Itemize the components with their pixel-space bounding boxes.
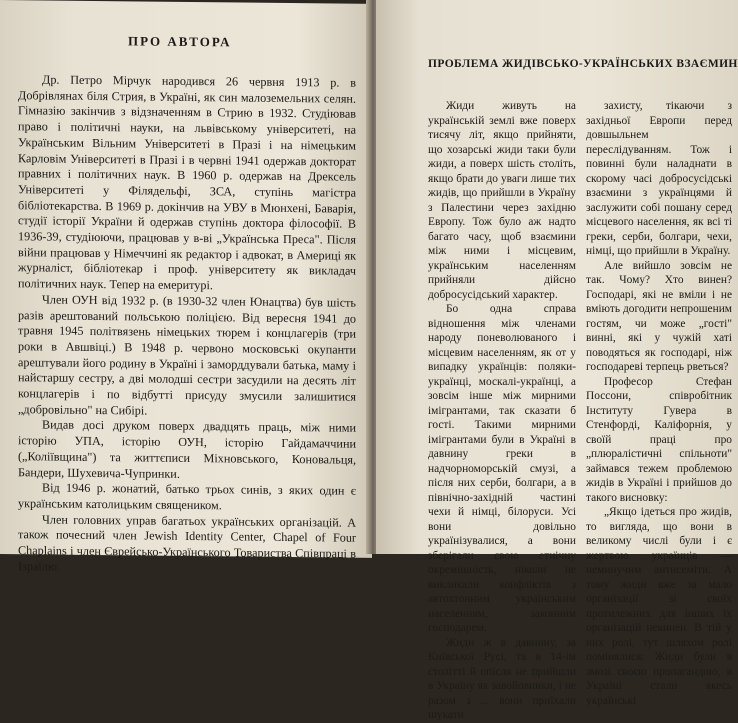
paragraph: Др. Петро Мірчук народився 26 червня 1913 р. в Добрівлянах біля Стрия, в Україні, як син малоземельних селян. Гімназію закінчив з відзначенням в Стрию в 1932. Студіював право і політичні науки, на львівському університеті, на Українським Вільним Університеті в Празі і на німецьким Карловім Університеті в Празі і в червні 1941 одержав докторат правних і політичних наук. В 1960 р. одержав на Дрексель Університеті у Філядельфі, ЗСА, ступінь магістра бібліотекарства. В 1969 р. докінчив на УВУ в Мюнхені, Баварія, студії історії України й одержав ступінь доктора філософії. В 1936-39, студіюючи, працював у в-ві „Українська Преса". Після війни працював у Німеччині як редактор і адвокат, в Америці як журналіст, бібліотекар і проф. університету як викладач політичних наук. Тепер на емеритурі. xyxy=(18,72,356,293)
paragraph: Професор Стефан Поссони, співробітник Інституту Гувера в Стенфорді, Каліфорнія, у своїй праці про „плюралістичні спільноти" займався тежем проблемою жидів в Україні і прийшов до такого висновку: xyxy=(586,375,732,504)
paragraph: Член головних управ багатьох українських організацій. А також почесний член Jewish Identity Center, Chapel of Four Chaplains і член Єврейсько-Українського Товариства Співпраці в Ізраїлю. xyxy=(18,512,356,574)
paragraph: „Якщо ідеться про жидів, то вигляда, що вони в великому числі були і є жертвою українців — неминучим антисеміти. А тому жиди вже за мало організації зі своїх протилежних для інших їх організацій невинен. В тій у них ролі, тут шляхом ролі помінялися: Жиди були в змозі своєю пропагандою, в Україні стали якесь українські xyxy=(586,506,732,707)
paragraph: Видав досі друком поверх двадцять праць, між ними історію УПА, історію ОУН, історію Гайдамаччини („Коліївщина") та життєписи Міхновського, Коновальця, Бандери, Шухевича-Чупринки. xyxy=(18,417,356,481)
paragraph: захисту, тікаючи з західньої Европи перед довшыльнем переслідуванням. Тож і повинні були наладнати в скорому часі добросусідські взаємини з українцями й заслужити собі пошану серед місцевого населення, як всі ті греки, серби, болгари, чехи, німці, що прийшли в Україну. xyxy=(586,100,732,257)
right-page xyxy=(376,0,738,721)
left-page-body xyxy=(18,72,356,578)
paragraph: Жиди живуть на українській землі вже поверх тисячу літ, якщо прийняти, що хозарські жиди таки були жиди, а поверх шість століть, якщо брати до уваги лише тих жидів, що прийшли в Україну з Палестини через західню Европу. Тож було аж надто багато часу, щоб взаємини між ними і місцевим, українським населенням прийняли дійсно добросусідський характер. xyxy=(428,100,576,301)
text-column-left xyxy=(428,99,576,723)
left-page-title: ПРО АВТОРА xyxy=(128,33,232,50)
paragraph: Бо одна справа відношення між членами народу поневолюваного і місцевим населенням, як от у випадку українців: поляки-українці, москалі-українці, а зовсім інше між мирними імігрантами, так сказати б гості. Такими мирними імігрантами були в Україні в давнину греки в надчорноморській смузі, а після них серби, болгари, а в північно-західній частині чехи й німці, білоруси. Усі вони довільно українізувалися, а вони зберігали свою етнічну окремішність, ніколи не викликали конфліктів з автохтонним українським населенням, законним господарем. xyxy=(428,303,576,634)
paragraph: Жиди ж в давнину, за Київської Русі, та в 14-ім столітті й опісля не прийшли в Україну як завойовники, і не разом з ... вони приїхали шукати xyxy=(428,636,576,721)
text-column-right xyxy=(586,99,732,708)
right-page-title: ПРОБЛЕМА ЖИДІВСЬКО-УКРАЇНСЬКИХ ВЗАЄМИН xyxy=(428,58,738,70)
paragraph: Від 1946 р. жонатий, батько трьох синів, з яких один є українським католицьким священиком. xyxy=(18,480,356,513)
paragraph: Член ОУН від 1932 р. (в 1930-32 член Юнацтва) був шість разів арештований польською поліцією. Від вересня 1941 до травня 1945 політвязень німецьких тюрем і концлагерів (три роки в Авшвіці.) В 1948 р. червоно московські окупанти арештували його родину в Україні і заморддували батька, маму і найстаршу сестру, а дві молодші сестри засудили на десять літ концлагерів і по відбутті присуду змусили залишитися „добровільно" на Сибірі. xyxy=(18,292,356,418)
left-page xyxy=(0,0,372,574)
paragraph: Але вийшло зовсім не так. Чому? Хто винен? Господарі, які не вміли і не вміють догодити непрошеним гостям, чи може „гості" винні, які у чужій хаті поводяться як господарі, ніж господареві терпець рветься? xyxy=(586,259,732,373)
